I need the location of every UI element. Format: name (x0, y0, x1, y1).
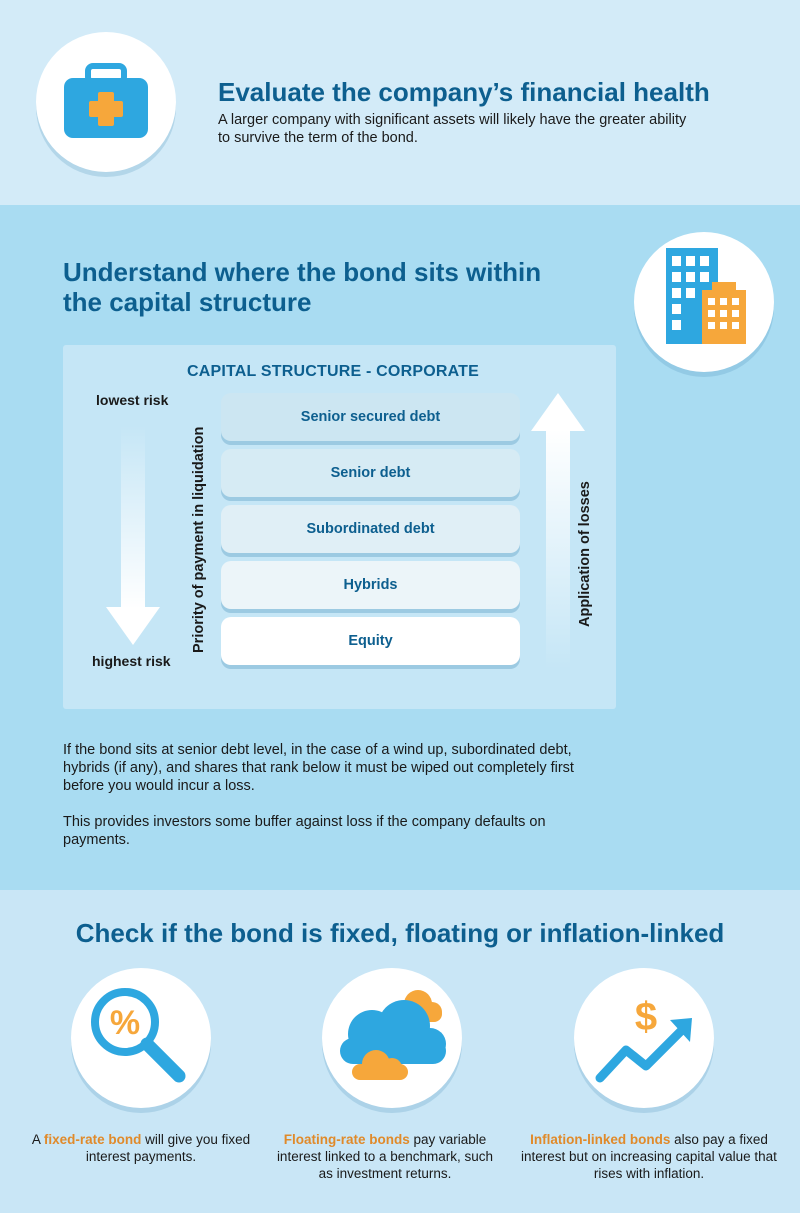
tier-equity: Equity (221, 617, 520, 665)
floating-rate-caption: Floating-rate bonds pay variable interest linked to a benchmark, such as investment returns. (276, 1132, 494, 1181)
medical-kit-icon (36, 32, 176, 172)
percent-magnifier-icon (71, 968, 211, 1108)
svg-text:%: % (109, 1004, 141, 1042)
highest-risk-label: highest risk (92, 653, 171, 669)
buildings-icon-circle (634, 232, 774, 372)
tier-senior-secured-debt: Senior secured debt (221, 393, 520, 441)
floating-rate-highlight: Floating-rate bonds (283, 1132, 410, 1147)
capital-structure-title-line2: the capital structure (63, 287, 312, 317)
medical-kit-icon-circle (36, 32, 176, 172)
down-arrow-icon (103, 415, 163, 645)
financial-health-section (0, 0, 800, 205)
tier-hybrids: Hybrids (221, 561, 520, 609)
priority-of-payment-label: Priority of payment in liquidation (191, 426, 207, 653)
financial-health-body: A larger company with significant assets will likely have the greater ability to survive the term of the bond. (218, 112, 687, 146)
buildings-icon (634, 232, 774, 372)
bond-types-title: Check if the bond is fixed, floating or inflation-linked (75, 918, 725, 948)
fixed-rate-highlight: fixed-rate bond (43, 1132, 142, 1147)
capital-structure-title-line1: Understand where the bond sits within (63, 257, 542, 287)
buffer-paragraph: This provides investors some buffer against loss if the company defaults on payments. (63, 814, 546, 848)
bond-types-section (0, 890, 800, 1213)
capital-structure-panel (63, 345, 616, 709)
tier-senior-debt: Senior debt (221, 449, 520, 497)
svg-text:$: $ (634, 995, 658, 1039)
capital-structure-section (0, 205, 800, 890)
application-of-losses-label: Application of losses (577, 481, 593, 627)
fixed-rate-caption: A fixed-rate bond will give you fixed interest payments. (31, 1132, 251, 1164)
inflation-linked-caption: Inflation-linked bonds also pay a fixed interest but on increasing capital value that rises with inflation. (521, 1132, 777, 1181)
percent-magnifier-icon-circle (71, 968, 211, 1108)
capital-structure-panel-title: CAPITAL STRUCTURE - CORPORATE (186, 363, 480, 380)
inflation-linked-highlight: Inflation-linked bonds (530, 1132, 671, 1147)
clouds-icon-circle (322, 968, 462, 1108)
tier-subordinated-debt: Subordinated debt (221, 505, 520, 553)
senior-debt-paragraph: If the bond sits at senior debt level, in the case of a wind up, subordinated debt, hybrids (if any), and shares that rank below it must be wiped out completely first before you would incur a loss. (63, 742, 574, 794)
dollar-growth-icon (574, 968, 714, 1108)
lowest-risk-label: lowest risk (96, 392, 169, 408)
dollar-growth-icon-circle (574, 968, 714, 1108)
clouds-icon (322, 968, 462, 1108)
financial-health-title: Evaluate the company’s financial health (218, 77, 710, 107)
